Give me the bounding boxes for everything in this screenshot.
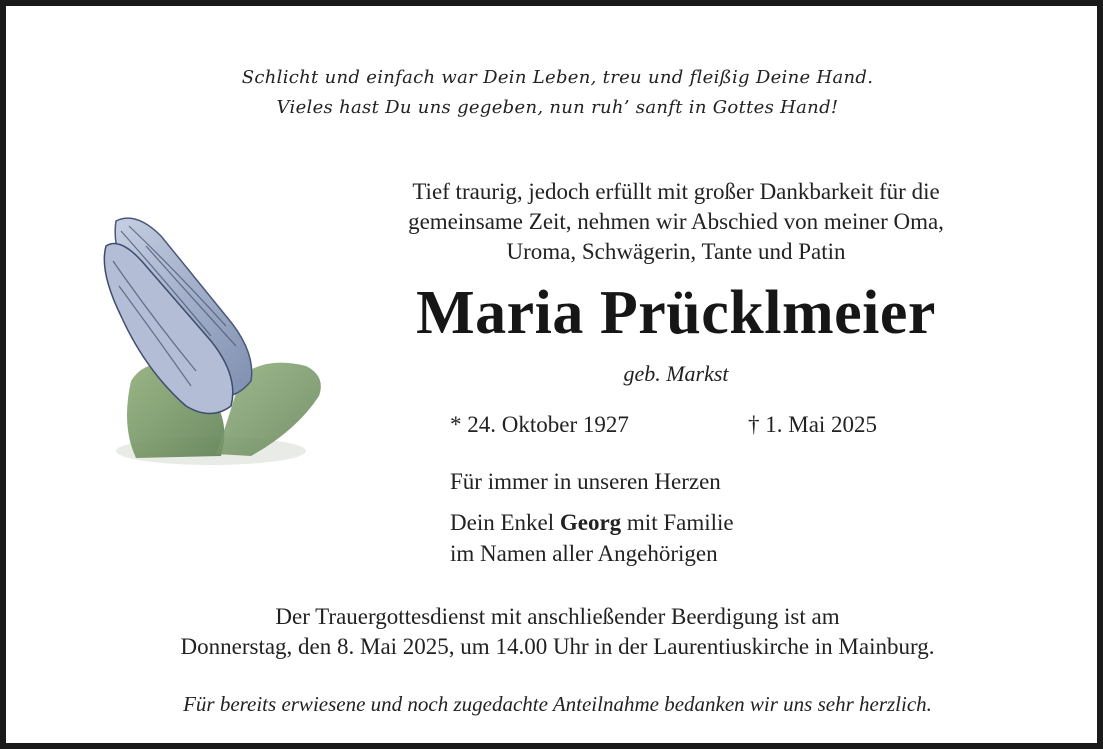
praying-hands-icon: [91, 206, 326, 468]
service-line-2: Donnerstag, den 8. Mai 2025, um 14.00 Uhr in der Laurentiuskirche in Mainburg.: [180, 634, 935, 659]
birth-date: * 24. Oktober 1927: [450, 412, 629, 437]
remembrance-line: Für immer in unseren Herzen: [450, 469, 721, 494]
motto-line-1: Schlicht und einfach war Dein Leben, treu und fleißig Deine Hand.: [241, 67, 874, 88]
relatives-line: im Namen aller Angehörigen: [450, 541, 718, 566]
mourner-suffix: mit Familie: [621, 510, 734, 535]
birth-name: geb. Markst: [623, 361, 729, 386]
death-date: † 1. Mai 2025: [748, 412, 878, 437]
mourner-prefix: Dein Enkel: [450, 510, 560, 535]
intro-line-2: gemeinsame Zeit, nehmen wir Abschied von meiner Oma,: [408, 209, 944, 234]
intro-line-1: Tief traurig, jedoch erfüllt mit großer Dankbarkeit für die: [412, 179, 940, 204]
motto-line-2: Vieles hast Du uns gegeben, nun ruh’ sanft in Gottes Hand!: [276, 97, 839, 118]
service-line-1: Der Trauergottesdienst mit anschließender Beerdigung ist am: [275, 604, 840, 629]
mourner-line: [450, 510, 734, 536]
thanks-line: Für bereits erwiesene und noch zugedachte Anteilnahme bedanken wir uns sehr herzlich.: [183, 692, 932, 716]
intro-line-3: Uroma, Schwägerin, Tante und Patin: [506, 239, 846, 264]
deceased-name: Maria Prücklmeier: [416, 279, 936, 347]
mourner-name: Georg: [559, 510, 622, 535]
